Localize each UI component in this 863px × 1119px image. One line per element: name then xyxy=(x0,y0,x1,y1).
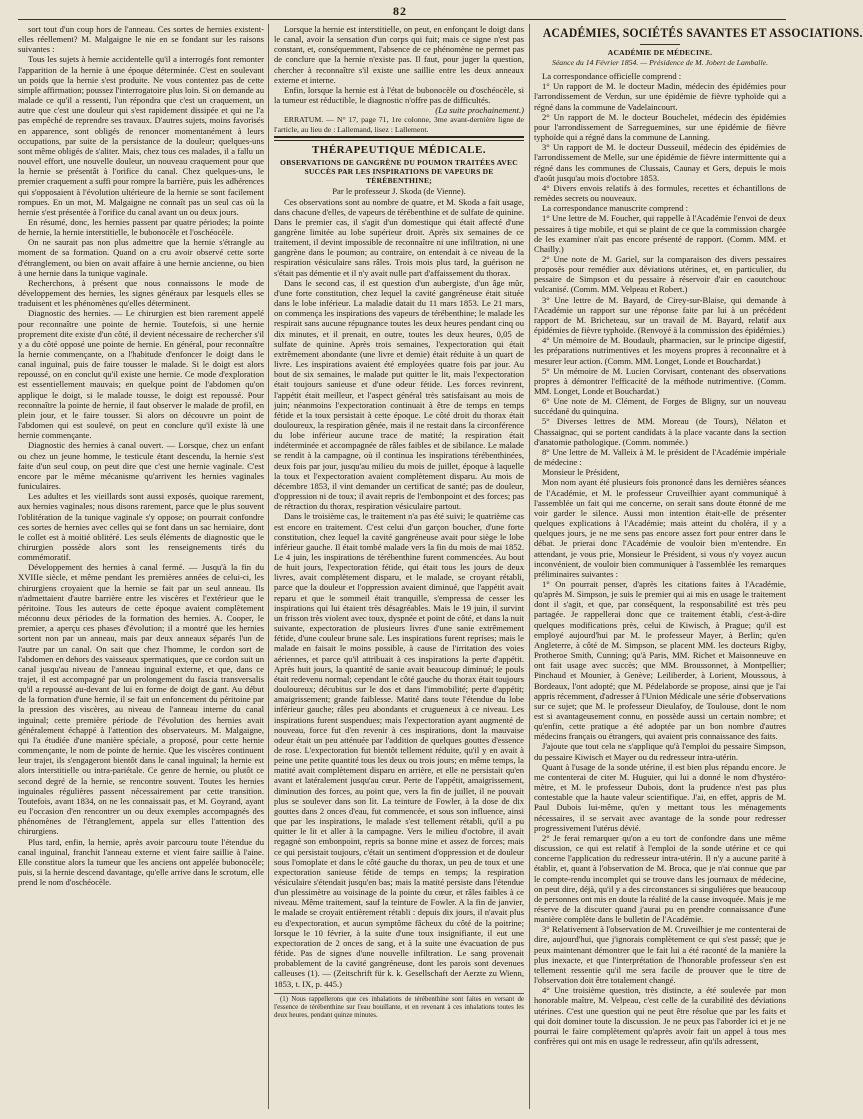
section-title: THÉRAPEUTIQUE MÉDICALE. xyxy=(311,144,487,157)
paragraph: 5° Diverses lettres de MM. Moreau (de Tours), Nélaton et Chassaignac, qui se portent candidats à la place vacante dans la section d'anatomie pathologique. (Comm. nommée.) xyxy=(534,416,786,447)
col2-intro xyxy=(274,24,524,105)
paragraph: 2° Je ferai remarquer qu'on a eu tort de confondre dans une même discussion, ce qui est relatif à l'emploi de la sonde utérine et ce qui concerne l'application du redresseur intra-utérin. Il n'y a aucune parité à établir, et, quant à l'observation de M. Broca, que je n'ai connue que par le compte-rendu incomplet qui se trouve dans les journaux de médecine, on peut dire, déjà, qu'il y a des circonstances si singulières que beaucoup de personnes ont mis en doute la réalité de la cause invoquée. Mais je me réserve de la discuter quand j'aurai pu en prendre connaissance d'une manière complète dans le bulletin de l'Académie. xyxy=(534,832,786,925)
article-title: OBSERVATIONS DE GANGRÈNE DU POUMON TRAITÉES AVEC SUCCÈS PAR LES INSPIRATIONS DE VAPEURS DE TÉRÉBENTHINE; xyxy=(280,158,518,186)
suite-notice: (La suite prochainement.) xyxy=(435,105,524,116)
paragraph: Diagnostic des hernies à canal ouvert. — Lorsque, chez un enfant ou chez un jeune homme, le testicule étant descendu, la hernie s'est faite d'un seul coup, on peut dire que c'est une hernie vaginale. C'est encore par le même mécanisme qu'arrivent les hernies vaginales funiculaires. xyxy=(18,440,264,492)
academie-subtitle: ACADÉMIE DE MÉDECINE. xyxy=(607,48,713,57)
paragraph: 3° Une lettre de M. Bayard, de Cirey-sur-Blaise, qui demande à l'Académie un rapport sur une réponse faite par lui à un précédent rapport de M. Bricheteau, sur un travail de M. Bayard, relatif aux épidémies de fièvre typhoïde. (Renvoyé à la commission des épidémies.) xyxy=(534,294,786,336)
paragraph: Tous les sujets à hernie accidentelle qu'il a interrogés font remonter l'apparition de la hernie à une époque déterminée. C'est en soulevant un poids que la hernie s'est produite. Ne vous contentez pas de cette simple affirmation; poussez l'interrogatoire plus loin. Si on demande au malade ce qu'il a ressenti, l'un répondra que c'est un craquement, un autre que c'est une douleur qui s'est rapidement dissipée et qui ne l'a pas empêché de reprendre ses travaux. D'autres sujets, moins favorisés en apparence, sont obligés de renoncer momentanément à leurs occupations, par suite de la persistance de la douleur; quelques-uns sont même obligés de s'aliter. Mais, chez tous ces malades, il a fallu un nouvel effort, une nouvelle douleur, un nouveau craquement pour que la hernie se présentât à l'orifice du canal. Chez quelques-uns, le premier craquement a suffi pour rompre la barrière, puis les adhérences qui s'opposaient à l'évolution ultérieure de la hernie se sont facilement rompues. En un mot, M. Malgaigne ne connaît pas un seul cas où la hernie s'est présentée à l'orifice du canal avant un ou deux jours. xyxy=(18,54,264,217)
paragraph: En résumé, donc, les hernies passent par quatre périodes; la pointe de hernie, la hernie interstitielle, le bubonocèle et l'oschéocèle. xyxy=(18,216,264,238)
section-rule xyxy=(274,136,524,141)
paragraph: Lorsque la hernie est interstitielle, on peut, en enfonçant le doigt dans le canal, avoir la sensation d'un corps qui fuit; mais ce signe n'est pas constant, et, conséquemment, l'absence de ce phénomène ne permet pas de conclure que la hernie n'existe pas. Il faut, pour juger la question, chercher à reconnaître s'il existe une saillie entre les deux anneaux externe et interne. xyxy=(274,24,524,85)
paragraph: La correspondance manuscrite comprend : xyxy=(542,203,689,214)
paragraph: Recherchons, à présent que nous connaissons le mode de développement des hernies, les signes généraux par lesquels elles se traduisent et les phénomènes qu'elles déterminent. xyxy=(18,277,264,309)
paragraph: 2° Un rapport de M. le docteur Bouchelet, médecin des épidémies pour l'arrondissement de Sarreguemines, sur une épidémie de fièvre typhoïde qui a régné dans la commune de Lanning. xyxy=(534,111,786,143)
paragraph: 1° Une lettre de M. Foucher, qui rappelle à l'Académie l'envoi de deux pessaires à tige mobile, et qui se plaint de ce que la commission chargée de les examiner n'ait pas encore présenté de rapport. (Comm. MM. et Chailly.) xyxy=(534,213,786,254)
paragraph: Monsieur le Président, xyxy=(542,467,620,478)
article-author: Par le professeur J. Skoda (de Vienne). xyxy=(332,186,466,197)
page-number: 82 xyxy=(393,4,407,18)
col3-body xyxy=(534,71,786,1046)
paragraph: On ne saurait pas non plus admettre que la hernie s'étrangle au moment de sa formation. Quand on a cru avoir observé cette sorte d'étranglement, ou bien on avait affaire à une hernie ancienne, ou bien à une hernie dans la tunique vaginale. xyxy=(18,237,264,278)
column-divider-2 xyxy=(529,24,530,1109)
column-divider-1 xyxy=(268,24,269,1109)
erratum: ERRATUM. — N° 17, page 71, 1re colonne, 3me avant-dernière ligne de l'article, au lieu de : Lallemand, lisez : Lallement. xyxy=(274,115,524,134)
paragraph: Enfin, lorsque la hernie est à l'état de bubonocèle ou d'oschéocèle, si la tumeur est réductible, le diagnostic n'offre pas de difficultés. xyxy=(274,84,524,106)
seance-line: Séance du 14 Février 1854. — Présidence de M. Jobert de Lamballe. xyxy=(551,58,769,67)
paragraph: 4° Divers envois relatifs à des formules, recettes et échantillons de remèdes secrets ou nouveaux. xyxy=(534,182,786,204)
paragraph: Plus tard, enfin, la hernie, après avoir parcouru toute l'étendue du canal inguinal, franchit l'anneau externe et vient faire saillie à l'aine. Elle constitue alors la tumeur que les anciens ont appelée bubonocèle; puis, si la hernie descend davantage, qu'elle arrive dans le scrotum, elle prend le nom d'oschéocèle. xyxy=(18,836,264,888)
paragraph: 4° Un mémoire de M. Boudault, pharmacien, sur le principe digestif, les préparations nutrimentives et les moyens propres à reconnaître et à mesurer leur action. (Comm. MM. Longet, Londe et Bouchardat.) xyxy=(534,335,786,366)
paragraph: Les adultes et les vieillards sont aussi exposés, quoique rarement, aux hernies vaginales; nous disons rarement, parce que le plus souvent l'oblitération de la tunique vaginale s'y oppose; on pourrait confondre ces sortes de hernies avec celles qui se font dans un sac herniaire, dont le collet est à moitié oblitéré. Les seuls éléments de diagnostic que le chirurgien possède alors sont les renseignements tirés du commémoratif. xyxy=(18,491,264,563)
paragraph: Développement des hernies à canal fermé. — Jusqu'à la fin du XVIIIe siècle, et même pendant les premières années de celui-ci, les chirurgiens croyaient que la hernie se fait par un seul anneau. Ils n'admettaient d'autre barrière entre les viscères et l'extérieur que le péritoine. Tous les auteurs de cette époque avaient complètement méconnu deux périodes de la formation des hernies. A. Cooper, le premier, a aperçu ces phases d'évolution; il a montré que les hernies sortent non par un anneau, mais par deux anneaux séparés l'un de l'autre par un canal. On sait que chez l'homme, le cordon sort de l'abdomen en dehors des vaisseaux spermatiques, que ce cordon suit un canal jusqu'au niveau de l'anneau inguinal externe, et que, dans ce trajet, il est accompagné par un prolongement du fascia transversalis qu'il a repoussé au-devant de lui en forme de doigt de gant. Au début de la formation d'une hernie, il se fait un enfoncement du péritoine par la pression des viscères, au niveau de l'anneau interne du canal inguinal; cette première période de l'évolution des hernies avait généralement échappé à l'attention des observateurs. M. Malgaigne, qui l'a étudiée d'une manière spéciale, a proposé, pour cette hernie commençante, le nom de pointe de hernie. Que les viscères continuent leur trajet, ils s'engageront bientôt dans le canal inguinal; la hernie est alors interstitielle ou intra-pariétale. Ce genre de hernie, ou plutôt ce second degré de la hernie, se rencontre souvent. Toutes les hernies inguinales régulières passent nécessairement par cette transition. Toutefois, avant 1834, on ne les connaissait pas, et M. Goyrand, ayant eu l'occasion d'en rencontrer un ou deux exemples accompagnés des phénomènes de l'étranglement, appela sur elles l'attention des chirurgiens. xyxy=(18,562,264,837)
col2-body xyxy=(274,197,524,989)
paragraph: 3° Relativement à l'observation de M. Cruveilhier je me contenterai de dire, aujourd'hui, que j'ignorais complètement ce qui s'est passé; que je peux maintenant démontrer que le fait lui a été raconté de la manière la plus inexacte, et que l'interprétation de l'honorable professeur s'en est tellement ressentie qu'il me sera facile de prouver que le titre de l'observation doit être totalement changé. xyxy=(534,924,786,986)
academies-title: ACADÉMIES, SOCIÉTÉS SAVANTES ET ASSOCIATIONS. xyxy=(542,26,863,40)
paragraph: Dans le troisième cas, le traitement n'a pas été suivi; le quatrième cas est encore en traitement. C'est celui d'un garçon boucher, d'une forte constitution, chez lequel la cavité gangréneuse avait pour siège le lobe inférieur gauche. Il était tombé malade vers la fin du mois de mai 1852. Le 4 juin, les inspirations de térébenthine furent commencées. Au bout de huit jours, l'expectoration fétide, qui était tous les jours de deux livres, avait complètement disparu, et le malade, se croyant rétabli, parce que la douleur et l'oppression avaient diminué, que l'appétit avait reparu et que le sommeil était tranquille, s'empressa de cesser les inspirations qui lui étaient très désagréables. Mais le 19 juin, il survint un frisson très violent avec toux, dyspnée et point de côté, et dans la nuit suivante, expectoration de plusieurs livres d'une sanie extrêmement fétide, d'une couleur brune sale. Les inspirations furent reprises; mais le malade en faisait le moins possible, à cause de l'irritation des voies aériennes, et parce qu'il attribuait à ces inspirations la perte d'appétit. Après huit jours, la quantité de sanie avait beaucoup diminué; le pouls était redevenu normal; cependant le côté gauche du thorax était toujours douloureux; décubitus sur le dos et dans l'immobilité; perte d'appétit; amaigrissement; grande faiblesse. Matité dans toute l'étendue du lobe inférieur gauche; râles peu abondants et crugueneux à ce niveau. Les inspirations furent suspendues; mais l'expectoration ayant augmenté de nouveau, force fut d'en revenir à ces inspirations, dont la mauvaise odeur était un peu atténuée par l'addition de quelques gouttes d'essence de rose. L'expectoration fut bientôt tellement réduite, qu'il y en avait à peine une petite quantité tous les deux ou trois jours; en même temps, la matité avait complètement disparu en arrière, et elle ne persistait qu'en avant et latéralement jusqu'au cœur. Perte de l'appétit, amaigrissement, diminution des forces, au point que, vers la fin de juillet, il ne pouvait plus se soulever dans son lit. La teinture de Fowler, à la dose de dix gouttes dans 2 onces d'eau, fut commencée, et sous son influence, ainsi que par les inspirations, le malade s'est tellement rétabli, qu'il a pu quitter le lit et aller à la campagne. Vers le milieu d'octobre, il avait regagné son embonpoint, repris sa bonne mine et assez de forces; mais ce qui persistait toujours, c'était un sentiment d'oppression et de douleur sous l'omoplate et dans le côté gauche du thorax, un peu de toux et une expectoration sanieuse fétide de temps en temps; la respiration vésiculaire s'étendait jusqu'en bas; mais la matité persiste dans l'étendue d'un plessimètre au voisinage de la pointe du cœur, et râles faibles à ce niveau. Même traitement, sauf la teinture de Fowler. A la fin de janvier, le malade se croyait entièrement rétabli : depuis dix jours, il n'avait plus eu d'expectoration, et aucun symptôme fâcheux du côté de la poitrine; lorsque le 10 février, à la suite d'une toux insignifiante, il eut une expectoration de 2 onces de sang, et à la suite une évacuation de pus fétide. Pas de signes d'une nouvelle infiltration. Le sang provenait probablement de la cavité gangréneuse, dont les parois sont devenues calleuses (1). — (Zeitschrift für k. k. Gesellschaft der Aerzte zu Wienn, 1853, t. IX, p. 445.) xyxy=(274,511,524,989)
paragraph: 6° Une note de M. Clément, de Forges de Bligny, sur un nouveau succédané du quinquina. xyxy=(534,396,786,417)
paragraph: 1° On pourrait penser, d'après les citations faites à l'Académie, qu'après M. Simpson, je suis le premier qui ai mis en usage le traitement dont il s'agit, et que, par conséquent, la responsabilité est très peu partagée. Je rappellerai donc que ce traitement établi, c'est-à-dire quelques modifications près, celui de Kiwisch, à Prague; qu'il est employé aujourd'hui par M. le professeur Mayer, à Berlin; qu'en Angleterre, à côté de M. Simpson, se placent MM. les docteurs Rigby, Protheroe Smith, Cunning; qu'à Paris, MM. Richet et Maisonneuve en ont fait usage avec succès; que MM. Broussonnet, à Montpellier; Pinchaud et Mounier, à Genève; Leiliberder, à Lorient, Moussous, à Bordeaux, l'ont adopté; que M. Pédelaborde se propose, ainsi que je l'ai appris récemment, d'adresser à l'Union Médicale une série d'observations sur ce sujet; que M. le professeur Dieulafoy, de Toulouse, dont le nom est si avantageusement connu, en possède aussi un certain nombre; et qu'enfin, cette pratique a été adoptée par un bon nombre d'autres médecins français ou étrangers, qui avaient pris connaissance des faits. xyxy=(534,578,786,742)
paragraph: 1° Un rapport de M. le docteur Madin, médecin des épidémies pour l'arrondissement de Verdun, sur une épidémie de fièvre typhoïde qui a régné dans la commune de Vadelaincourt. xyxy=(534,81,786,112)
paragraph: Dans le second cas, il est question d'un aubergiste, d'un âge mûr, d'une forte constitution, chez lequel la cavité gangréneuse était située dans le lobe inférieur. La maladie datait du 11 mars 1853. Le 21 mars, on commença les inspirations des vapeurs de térébenthine; le malade les respirait sans aucune répugnance toutes les deux heures pendant cinq ou dix minutes, et il prenait, en outre, toutes les deux heures, 0,05 de sulfate de quinine. Après trois semaines, l'expectoration qui était extrêmement abondante (une livre et demie) était réduite à un quart de livre. Les inspirations avaient été employées quatre fois par jour. Au bout de six semaines, le malade put quitter le lit, mais l'expectoration était toujours sanieuse et d'une odeur fétide. Les forces revinrent, l'appétit était meilleur, et l'aspect général très satisfaisant au mois de juin; néanmoins l'expectoration continuait à être de temps en temps fétide et la toux persistait à cette époque. Le côté droit du thorax était douloureux, la respiration gênée, mais il ne restait dans la circonférence du lobe inférieur aucune trace de matité; la respiration était indéterminée et accompagnée de râles faibles et de sibilance. Le malade se rendit à la campagne, où il continua les inspirations térébenthinées, deux fois par jour, jusqu'au milieu du mois de juillet, époque à laquelle la toux et l'expectoration avaient complètement disparu. Au mois de décembre 1853, il vint demander un certificat de santé; pas de douleur, d'oppression ni de toux; il avait repris de l'embonpoint et des forces; pas de rétraction du thorax, respiration vésiculaire partout. xyxy=(274,277,524,512)
column-3 xyxy=(534,24,863,1109)
title-separator xyxy=(640,44,680,45)
column-1 xyxy=(18,24,264,1109)
footnote xyxy=(274,993,524,1021)
paragraph: 2° Une note de M. Gariel, sur la comparaison des divers pessaires proposés pour remédier aux déviations utérines, et, en particulier, du pessaire de Simpson et du pessaire à réservoir d'air en caoutchouc vulcanisé. (Comm. MM. Velpeau et Robert.) xyxy=(534,253,786,295)
paragraph: J'ajoute que tout cela ne s'applique qu'à l'emploi du pessaire Simpson, du pessaire Kiwisch et Mayer ou du redresseur intra-utérin. xyxy=(534,741,786,762)
column-2 xyxy=(274,24,524,1109)
paragraph: 3° Un rapport de M. le docteur Dusseuil, médecin des épidémies de l'arrondissement de Melle, sur une épidémie de fièvre intermittente qui a régné dans les communes de Clussais, Caunay et Gers, depuis le mois d'août jusqu'au mois d'octobre 1853. xyxy=(534,142,786,183)
paragraph: Ces observations sont au nombre de quatre, et M. Skoda a fait usage, dans chacune d'elles, de vapeurs de térébenthine et de sulfate de quinine. Dans le premier cas, il s'agit d'un domestique qui était affecté d'une gangrène limitée au lobe supérieur droit. Après six semaines de ce traitement, il devint impossible de reconnaître ni une infiltration, ni une gangrène dans le poumon; au contraire, on entendait à ce niveau de la respiration vésiculaire sans râles. Trois mois plus tard, la guérison ne s'était pas démentie et il n'y avait nulle part d'affaissement du thorax. xyxy=(274,196,524,278)
footnote-text: (1) Nous rappellerons que ces inhalations de térébenthine sont faites en versant de l'essence de térébenthine sur l'eau bouillante, et en revenant à ces inhalations toutes les deux heures, pendant quinze minutes. xyxy=(274,995,524,1020)
paragraph: 8° Une lettre de M. Valleix à M. le président de l'Académie impériale de médecine : xyxy=(534,446,786,468)
paragraph: La correspondance officielle comprend : xyxy=(542,71,682,82)
paragraph: 5° Un mémoire de M. Lucien Corvisart, contenant des observations propres à démontrer l'efficacité de la méthode nutrimentive. (Comm. MM. Longet, Londe et Bouchardat.) xyxy=(534,365,786,396)
paragraph: 4° Une troisième question, très distincte, a été soulevée par mon honorable maître, M. Velpeau, c'est celle de la curabilité des déviations utérines. C'est une question qui ne peut être résolue que par les faits et qui doit dominer toute la discussion. Je ne peux pas l'aborder ici et je ne pourrai le faire complètement qu'après avoir fait un appel à tous mes confrères qui ont mis en usage le redresseur, afin qu'ils adressent, xyxy=(534,985,786,1046)
paragraph: Diagnostic des hernies. — Le chirurgien est bien rarement appelé pour reconnaître une pointe de hernie. Toutefois, si une hernie proprement dite existe d'un côté, il devient nécessaire de rechercher s'il y a du côté opposé une pointe de hernie. En général, pour reconnaître la hernie commençante, on a l'habitude d'enfoncer le doigt dans le canal inguinal, puis de faire tousser le malade. Si le doigt est alors repoussé, on en conclut qu'il existe une hernie. Ce mode d'exploration est essentiellement mauvais; en quelque point de l'abdomen qu'on applique le doigt, si le malade tousse, le doigt est repoussé. Pour reconnaître la pointe de hernie, il faut observer le malade de profil, en plein jour, et le faire tousser. Si alors on découvre un point de l'abdomen qui est soulevé, on peut en conclure qu'il existe là une hernie commençante. xyxy=(18,308,264,441)
top-rule xyxy=(18,19,786,20)
paragraph: Quant à l'usage de la sonde utérine, il est bien plus répandu encore. Je me contenterai de citer M. Huguier, qui lui a donné le nom d'hystéro-mètre, et M. le professeur Dubois, dont la prudence n'est pas plus contestable que la haute valeur scientifique. J'ai, en effet, appris de M. Paul Dubois lui-même, qu'en y mettant tous les ménagements nécessaires, il se servait avec avantage de la sonde pour redresser progressivement l'utérus dévié. xyxy=(534,761,786,833)
paragraph: Mon nom ayant été plusieurs fois prononcé dans les dernières séances de l'Académie, et M. le professeur Cruveilhier ayant communiqué à l'assemblée un fait qui me concerne, on serait sans doute étonné de me voir garder le silence. Aussi mon intention était-elle de présenter quelques explications à l'Académie; mais atteint du choléra, il y a quelques jours, je ne me sens pas encore assez fort pour entrer dans le débat. Je prierai donc l'Académie de vouloir bien m'entendre. En attendant, je vous prie, Monsieur le Président, si vous n'y voyez aucun inconvénient, de vouloir bien communiquer à l'assemblée les remarques préliminaires suivantes : xyxy=(534,477,786,579)
paragraph: sort tout d'un coup hors de l'anneau. Ces sortes de hernies existent-elles réellement? M. Malgaigne le nie en se fondant sur les raisons suivantes : xyxy=(18,24,264,55)
